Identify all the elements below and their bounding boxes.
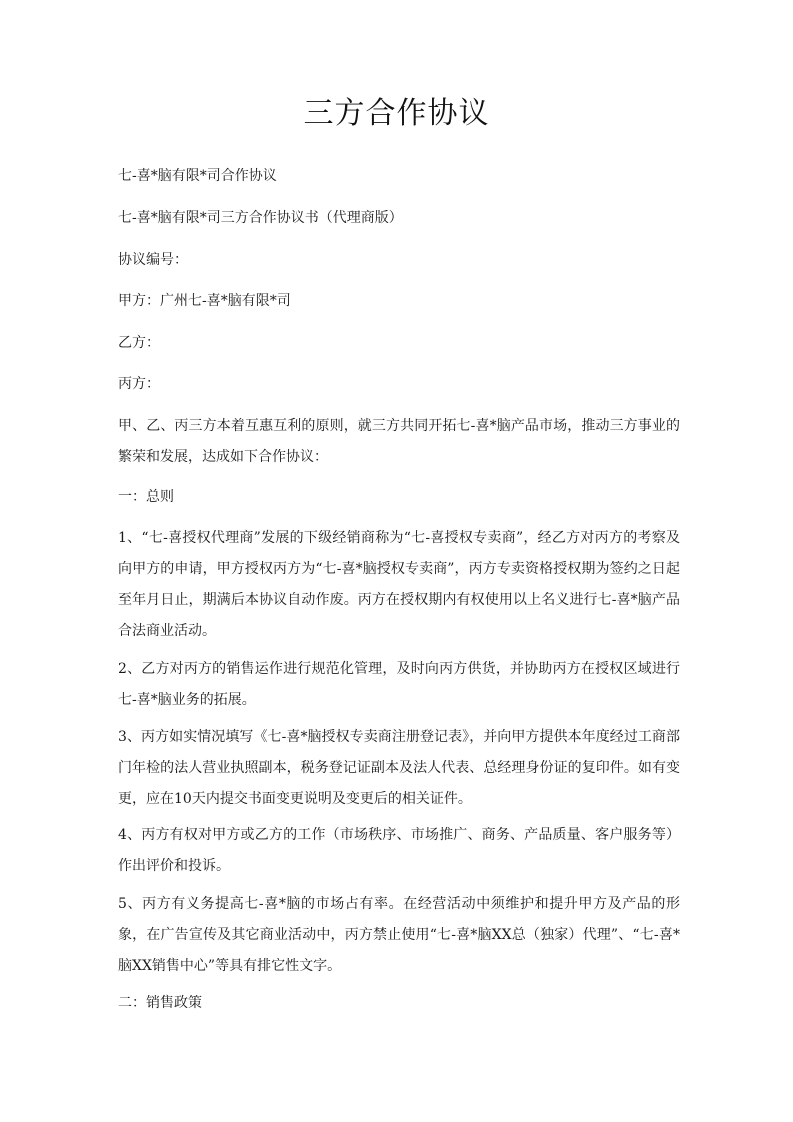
clause-5: 5、丙方有义务提高七-喜*脑的市场占有率。在经营活动中须维护和提升甲方及产品的形象，在广告宣传及其它商业活动中，丙方禁止使用“七-喜*脑XX总（独家）代理”、“七-喜*脑XX销售中心”等具有排它性文字。 (118, 896, 680, 974)
section-heading-sales-policy: 二：销售政策 (118, 995, 202, 1011)
paragraph-party-a: 甲方：广州七-喜*脑有限*司 (118, 293, 291, 309)
clause-1: 1、“七-喜授权代理商”发展的下级经销商称为“七-喜授权专卖商”，经乙方对丙方的考察及向甲方的申请，甲方授权丙方为“七-喜*脑授权专卖商”，丙方专卖资格授权期为签约之日起至年月日止，期满后本协议自动作废。丙方在授权期内有权使用以上名义进行七-喜*脑产品合法商业活动。 (118, 530, 680, 639)
paragraph-agreement-number: 协议编号： (118, 252, 188, 268)
clause-3: 3、丙方如实情况填写《七-喜*脑授权专卖商注册登记表》，并向甲方提供本年度经过工商部门年检的法人营业执照副本，税务登记证副本及法人代表、总经理身份证的复印件。如有变更，应在10天内提交书面变更说明及变更后的相关证件。 (118, 729, 680, 807)
paragraph-preamble: 甲、乙、丙三方本着互惠互利的原则，就三方共同开拓七-喜*脑产品市场，推动三方事业的繁荣和发展，达成如下合作协议： (118, 418, 680, 465)
paragraph-agreement-subtitle: 七-喜*脑有限*司三方合作协议书（代理商版） (118, 210, 403, 226)
paragraph-company-agreement: 七-喜*脑有限*司合作协议 (118, 168, 277, 184)
paragraph-party-c: 丙方： (118, 376, 160, 392)
paragraph-party-b: 乙方： (118, 335, 160, 351)
clause-2: 2、乙方对丙方的销售运作进行规范化管理，及时向丙方供货，并协助丙方在授权区域进行七-喜*脑业务的拓展。 (118, 661, 680, 708)
clause-4: 4、丙方有权对甲方或乙方的工作（市场秩序、市场推广、商务、产品质量、客户服务等）作出评价和投诉。 (118, 827, 680, 874)
document-title: 三方合作协议 (303, 96, 490, 131)
section-heading-general: 一：总则 (118, 489, 174, 505)
